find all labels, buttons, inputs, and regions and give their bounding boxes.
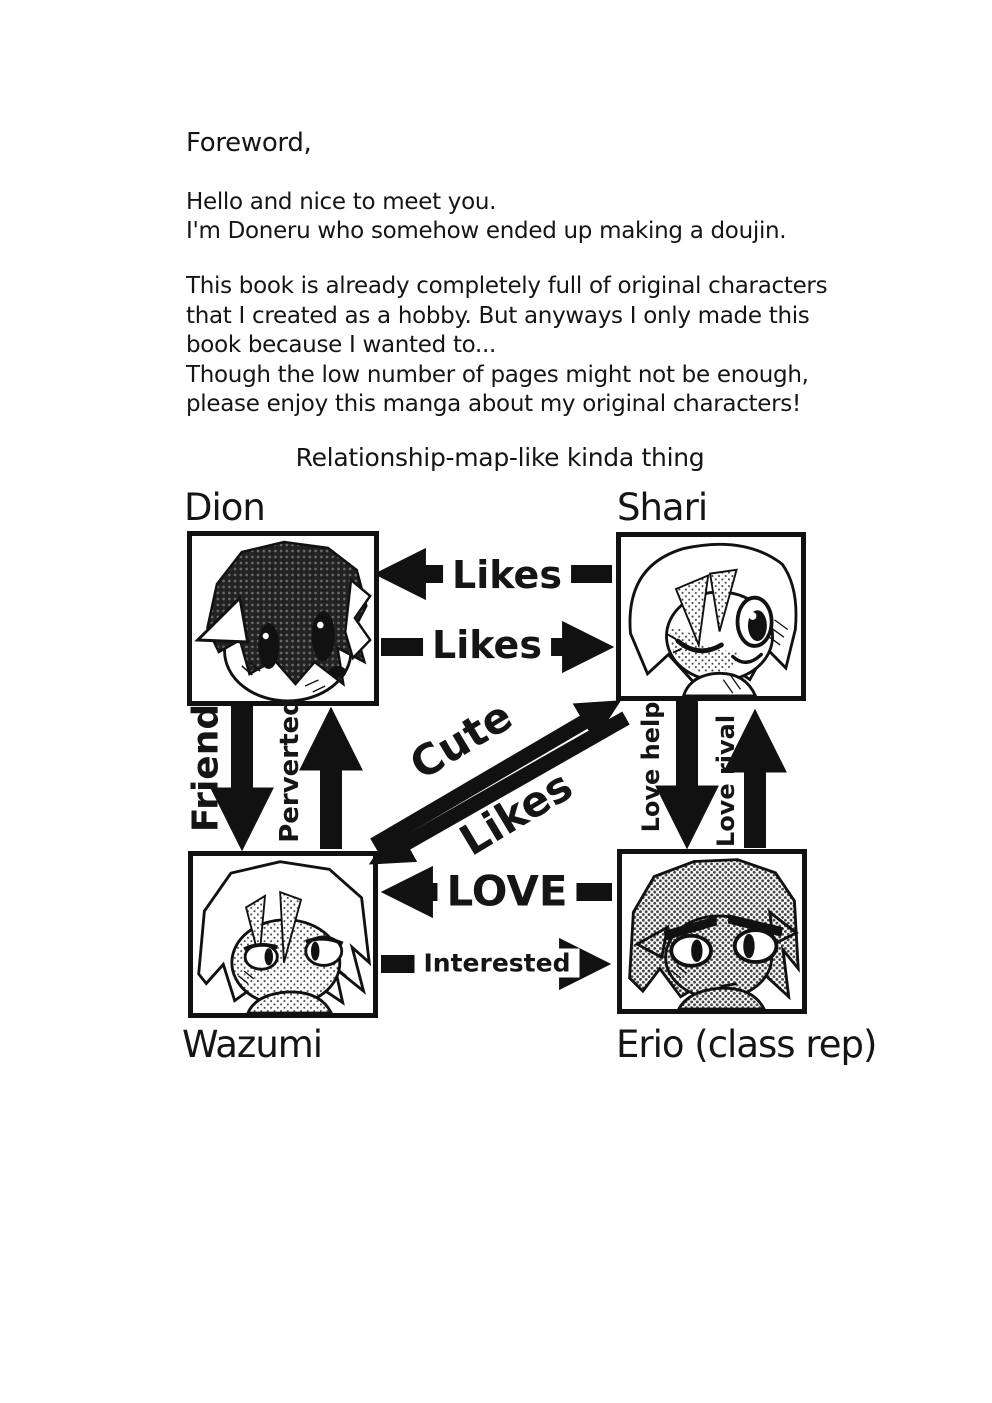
relation-label-likes-top: Likes bbox=[443, 553, 571, 597]
portrait-box-dion bbox=[187, 531, 379, 706]
relation-label-love-rival: Love rival bbox=[712, 714, 740, 848]
body-line: This book is already completely full of original characters bbox=[186, 273, 828, 299]
body-line: that I created as a hobby. But anyways I only made this bbox=[186, 302, 810, 329]
foreword-intro bbox=[186, 188, 786, 246]
relation-label-likes-diag: Likes bbox=[451, 760, 581, 866]
relation-label-interested: Interested bbox=[415, 949, 580, 978]
intro-line: I'm Doneru who somehow ended up making a doujin. bbox=[186, 218, 787, 244]
character-name-dion: Dion bbox=[184, 486, 265, 529]
body-line: Though the low number of pages might not be enough, bbox=[186, 361, 809, 388]
character-name-erio: Erio (class rep) bbox=[616, 1023, 877, 1066]
relation-label-likes-mid: Likes bbox=[423, 623, 551, 667]
wazumi-portrait bbox=[193, 856, 373, 1013]
relation-label-friend: Friend bbox=[185, 703, 227, 833]
portrait-box-wazumi bbox=[188, 851, 378, 1018]
relation-label-love-help: Love help bbox=[637, 701, 665, 833]
relationship-map-title: Relationship-map-like kinda thing bbox=[295, 443, 705, 472]
foreword-heading: Foreword, bbox=[186, 128, 312, 158]
relation-label-love: LOVE bbox=[437, 867, 576, 916]
intro-line: Hello and nice to meet you. bbox=[186, 189, 497, 215]
portrait-box-shari bbox=[616, 532, 806, 701]
portrait-box-erio bbox=[617, 849, 807, 1014]
relation-label-perverted: Perverted bbox=[275, 697, 305, 843]
dion-portrait bbox=[192, 536, 374, 701]
relation-label-cute: Cute bbox=[401, 690, 521, 790]
erio-portrait bbox=[622, 854, 802, 1009]
foreword-body bbox=[186, 272, 827, 420]
character-name-wazumi: Wazumi bbox=[182, 1023, 323, 1066]
shari-portrait bbox=[621, 537, 801, 696]
character-name-shari: Shari bbox=[617, 486, 708, 529]
body-line: please enjoy this manga about my original characters! bbox=[186, 391, 801, 417]
body-line: book because I wanted to... bbox=[186, 332, 497, 358]
